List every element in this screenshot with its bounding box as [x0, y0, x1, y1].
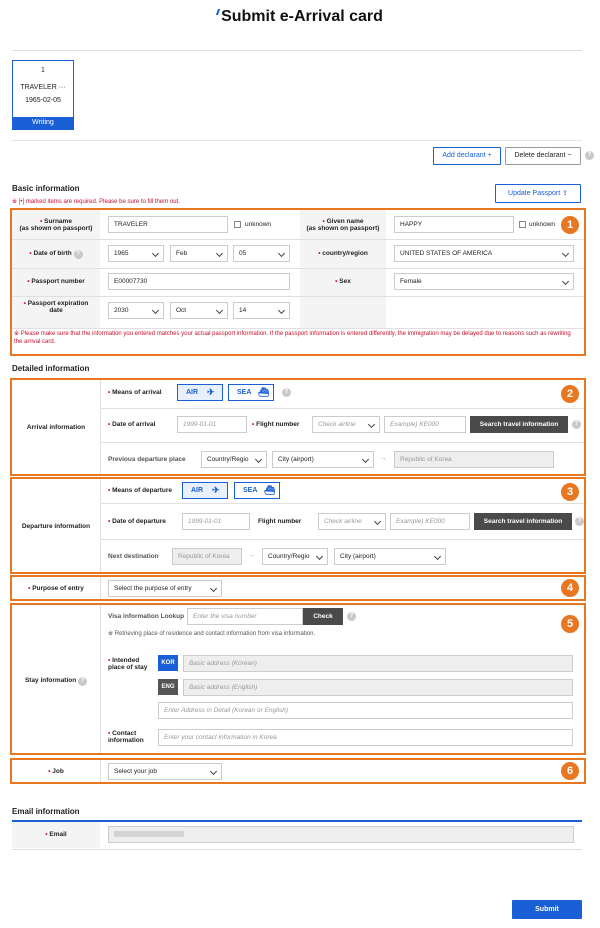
arrival-air-toggle[interactable]: AIR ✈	[177, 384, 223, 401]
chevron-down-icon	[374, 518, 381, 525]
row-divider	[12, 328, 584, 329]
arrival-airline-select[interactable]: Check airline	[312, 416, 380, 433]
title-accent-mark	[216, 9, 220, 15]
departure-sea-toggle[interactable]: SEA ⛴	[234, 482, 280, 499]
chevron-down-icon	[278, 307, 285, 314]
means-of-arrival-label: • Means of arrival	[108, 389, 162, 396]
address-detail-input[interactable]: Enter Address in Detail (Korean or English)	[158, 702, 573, 719]
departure-airline-select[interactable]: Check airline	[318, 513, 386, 530]
chevron-down-icon	[562, 278, 569, 285]
chevron-down-icon	[434, 553, 441, 560]
visa-lookup-label: Visa information Lookup	[108, 613, 185, 620]
step-badge-6: 6	[561, 762, 579, 780]
date-of-departure-label: • Date of departure	[108, 518, 166, 525]
redacted-email	[114, 831, 184, 837]
country-select[interactable]: UNITED STATES OF AMERICA	[394, 245, 574, 262]
job-select[interactable]: Select your job	[108, 763, 222, 780]
place-of-stay-label: • Intended place of stay	[108, 657, 148, 671]
date-of-arrival-label: • Date of arrival	[108, 421, 156, 428]
column-divider	[100, 380, 101, 474]
update-passport-button[interactable]: Update Passport ⇪	[495, 184, 581, 203]
exp-day-select[interactable]: 14	[233, 302, 290, 319]
row-divider	[100, 503, 584, 504]
exp-year-select[interactable]: 2030	[108, 302, 164, 319]
add-declarant-button[interactable]: Add declarant +	[433, 147, 501, 165]
row-divider	[12, 268, 584, 269]
divider	[12, 50, 582, 51]
help-icon[interactable]: ?	[282, 388, 291, 397]
divider	[12, 849, 582, 850]
prev-city-select[interactable]: City (airport)	[272, 451, 374, 468]
help-icon[interactable]: ?	[575, 517, 584, 526]
basic-info-box	[10, 208, 586, 356]
chevron-down-icon	[216, 307, 223, 314]
visa-check-button[interactable]: Check	[303, 608, 343, 625]
arrival-date-input[interactable]: 1999-01-01	[177, 416, 247, 433]
row-divider	[100, 442, 584, 443]
purpose-box	[10, 575, 586, 601]
arrow-icon: →	[380, 455, 387, 462]
chevron-down-icon	[152, 307, 159, 314]
passport-warning: ※ Please make sure that the information you entered matches your actual passport information. If the passport information is entered differently, the immigration may be delayed due to reasons such as rewriting the arrival card.	[14, 331, 571, 345]
chevron-down-icon	[368, 421, 375, 428]
step-badge-2: 2	[561, 385, 579, 403]
english-tag: ENG	[158, 679, 178, 695]
dob-year-select[interactable]: 1965	[108, 245, 164, 262]
next-destination-label: Next destination	[108, 553, 159, 560]
surname-unknown-label: unknown	[245, 221, 272, 228]
email-label: • Email	[45, 831, 67, 838]
arrival-info-box	[10, 378, 586, 476]
contact-input[interactable]: Enter your contact information in Korea	[158, 729, 573, 746]
korean-tag: KOR	[158, 655, 178, 671]
arrow-icon: →	[248, 552, 255, 559]
given-unknown-checkbox[interactable]	[519, 221, 526, 228]
departure-date-input[interactable]: 1999-01-01	[182, 513, 250, 530]
traveler-card[interactable]	[12, 60, 74, 130]
step-badge-4: 4	[561, 579, 579, 597]
arrival-info-label: Arrival information	[26, 424, 86, 431]
given-name-input[interactable]: HAPPY	[394, 216, 514, 233]
row-divider	[100, 408, 584, 409]
job-box	[10, 758, 586, 784]
means-of-departure-label: • Means of departure	[108, 487, 173, 494]
stay-info-label: Stay information ?	[12, 677, 100, 686]
detailed-info-title: Detailed information	[12, 364, 90, 373]
page-title: Submit e-Arrival card	[0, 8, 600, 26]
given-unknown-label: unknown	[529, 221, 556, 228]
row-divider	[12, 296, 584, 297]
next-city-select[interactable]: City (airport)	[334, 548, 446, 565]
stay-info-box	[10, 603, 586, 755]
sex-label: • Sex	[335, 278, 351, 285]
chevron-down-icon	[210, 768, 217, 775]
ship-icon: ⛴	[264, 485, 276, 495]
surname-unknown-checkbox[interactable]	[234, 221, 241, 228]
passport-number-label: • Passport number	[27, 278, 85, 285]
airplane-icon: ✈	[212, 485, 220, 495]
departure-air-toggle[interactable]: AIR ✈	[182, 482, 228, 499]
next-country-select[interactable]: Country/Regio	[262, 548, 328, 565]
departure-flight-label: Flight number	[258, 518, 302, 525]
help-icon[interactable]: ?	[74, 250, 83, 259]
departure-origin-fixed: Republic of Korea	[172, 548, 242, 565]
chevron-down-icon	[210, 585, 217, 592]
flight-number-label: • Flight number	[252, 421, 300, 428]
column-divider	[100, 605, 101, 753]
departure-search-button[interactable]: Search travel information	[474, 513, 572, 530]
traveler-dob: 1965-02-05	[25, 97, 61, 104]
help-icon[interactable]: ?	[585, 151, 594, 160]
sex-select[interactable]: Female	[394, 273, 574, 290]
chevron-down-icon	[152, 250, 159, 257]
given-name-label: • Given name (as shown on passport)	[306, 218, 380, 232]
dob-label: • Date of birth ?	[12, 250, 100, 259]
visa-number-input[interactable]: Enter the visa number	[187, 608, 303, 625]
passport-expiration-label: • Passport expiration date	[23, 300, 89, 314]
help-icon[interactable]: ?	[78, 677, 87, 686]
passport-number-input[interactable]: E00007730	[108, 273, 290, 290]
email-input[interactable]	[108, 826, 574, 843]
chevron-down-icon	[562, 250, 569, 257]
address-english-input[interactable]: Basic address (English)	[183, 679, 573, 696]
chevron-down-icon	[216, 250, 223, 257]
chevron-down-icon	[316, 553, 323, 560]
required-note: ※ [•] marked items are required. Please be sure to fill them out.	[12, 199, 180, 205]
row-divider	[12, 239, 584, 240]
surname-label: • Surname (as shown on passport)	[19, 218, 93, 232]
help-icon[interactable]: ?	[572, 420, 581, 429]
arrival-search-button[interactable]: Search travel information	[470, 416, 568, 433]
submit-button[interactable]: Submit	[512, 900, 582, 919]
traveler-status: Writing	[13, 117, 73, 129]
surname-input[interactable]: TRAVELER	[108, 216, 228, 233]
step-badge-1: 1	[561, 216, 579, 234]
help-icon[interactable]: ?	[347, 612, 356, 621]
ship-icon: ⛴	[258, 387, 270, 397]
traveler-number: 1	[41, 67, 45, 74]
arrival-sea-toggle[interactable]: SEA ⛴	[228, 384, 274, 401]
job-label: • Job	[48, 768, 64, 775]
visa-note: ※ Retrieving place of residence and contact information from visa information.	[108, 631, 316, 637]
departure-info-box	[10, 477, 586, 574]
divider	[12, 140, 582, 141]
arrival-flight-input[interactable]: Example) KE000	[384, 416, 466, 433]
prev-country-select[interactable]: Country/Regio	[201, 451, 267, 468]
email-info-title: Email information	[12, 807, 80, 816]
dob-day-select[interactable]: 05	[233, 245, 290, 262]
prev-departure-label: Previous departure place	[108, 456, 186, 463]
address-korean-input[interactable]: Basic address (Korean)	[183, 655, 573, 672]
purpose-label: • Purpose of entry	[28, 585, 84, 592]
purpose-select[interactable]: Select the purpose of entry	[108, 580, 222, 597]
arrival-destination-fixed: Republic of Korea	[394, 451, 554, 468]
chevron-down-icon	[362, 456, 369, 463]
airplane-icon: ✈	[207, 387, 215, 397]
basic-info-title: Basic information	[12, 184, 80, 193]
chevron-down-icon	[255, 456, 262, 463]
chevron-down-icon	[278, 250, 285, 257]
exp-month-select[interactable]: Oct	[170, 302, 228, 319]
country-label: • country/region	[318, 250, 368, 257]
column-divider	[100, 479, 101, 572]
departure-flight-input[interactable]: Example) KE000	[390, 513, 470, 530]
delete-declarant-button[interactable]: Delete declarant −	[505, 147, 581, 165]
traveler-name: TRAVELER ···	[20, 84, 66, 91]
row-divider	[100, 539, 584, 540]
column-divider	[100, 760, 101, 782]
column-divider	[100, 577, 101, 599]
departure-info-label: Departure information	[21, 523, 91, 530]
step-badge-5: 5	[561, 615, 579, 633]
contact-label: • Contact information	[108, 730, 144, 744]
dob-month-select[interactable]: Feb	[170, 245, 228, 262]
step-badge-3: 3	[561, 483, 579, 501]
